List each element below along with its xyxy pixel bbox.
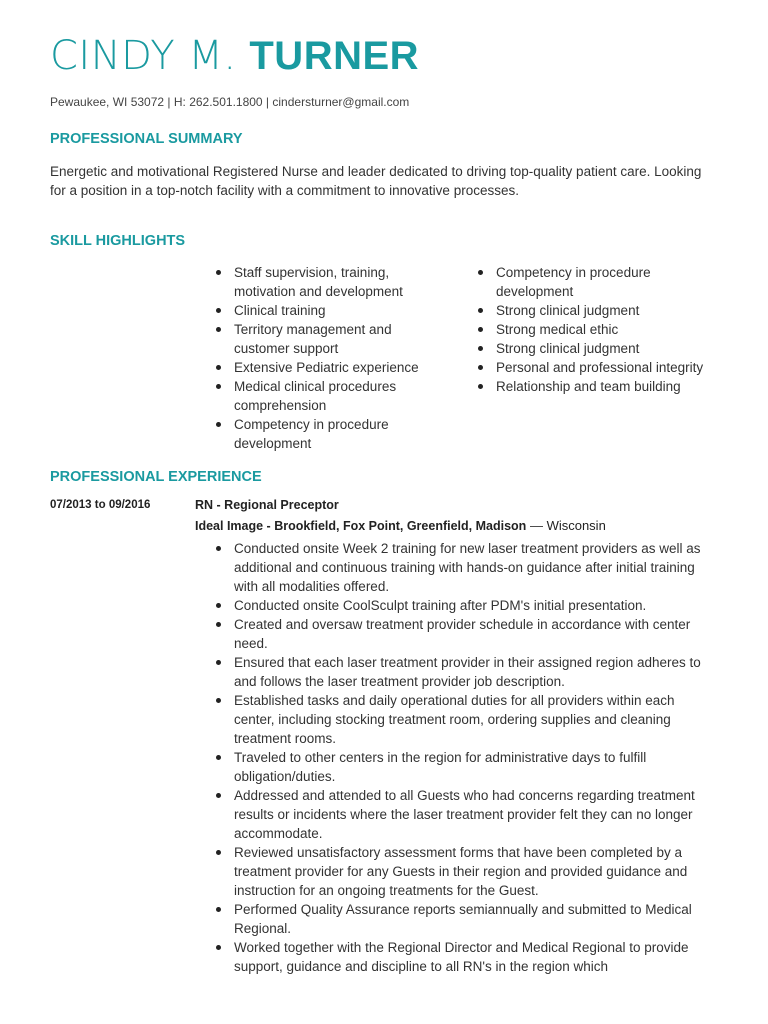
skill-item: Relationship and team building xyxy=(476,377,716,396)
skill-item: Strong clinical judgment xyxy=(476,301,716,320)
duty-item: Addressed and attended to all Guests who had concerns regarding treatment results or incidents where the laser treatment provider felt they can no longer accommodate. xyxy=(214,786,714,843)
skills-column-2 xyxy=(476,263,716,396)
job-title: RN - Regional Preceptor xyxy=(195,498,339,512)
duty-item: Performed Quality Assurance reports semiannually and submitted to Medical Regional. xyxy=(214,900,714,938)
skill-item: Territory management and customer support xyxy=(214,320,444,358)
duty-item: Ensured that each laser treatment provider in their assigned region adheres to and follows the laser treatment provider job description. xyxy=(214,653,714,691)
skill-item: Extensive Pediatric experience xyxy=(214,358,444,377)
skill-item: Competency in procedure development xyxy=(214,415,444,453)
duty-item: Conducted onsite Week 2 training for new laser treatment providers as well as additional and continuous training with hands-on guidance after initial training with all modalities offered. xyxy=(214,539,714,596)
job-location: Wisconsin xyxy=(546,518,606,533)
duty-item: Traveled to other centers in the region for administrative days to fulfill obligation/duties. xyxy=(214,748,714,786)
job-dates: 07/2013 to 09/2016 xyxy=(50,499,151,511)
duty-item: Conducted onsite CoolSculpt training after PDM's initial presentation. xyxy=(214,596,714,615)
contact-info: Pewaukee, WI 53072 | H: 262.501.1800 | cindersturner@gmail.com xyxy=(50,95,410,109)
experience-heading: PROFESSIONAL EXPERIENCE xyxy=(50,469,262,485)
first-name: CINDY M. xyxy=(50,33,237,79)
skill-item: Medical clinical procedures comprehension xyxy=(214,377,444,415)
skills-heading: SKILL HIGHLIGHTS xyxy=(50,233,186,249)
summary-heading: PROFESSIONAL SUMMARY xyxy=(50,131,243,147)
skill-item: Staff supervision, training, motivation and development xyxy=(214,263,444,301)
skill-item: Clinical training xyxy=(214,301,444,320)
job-duties xyxy=(214,539,714,976)
skill-item: Personal and professional integrity xyxy=(476,358,716,377)
summary-text: Energetic and motivational Registered Nurse and leader dedicated to driving top-quality patient care. Looking for a position in a top-notch facility with a commitment to innovative processes. xyxy=(50,164,702,198)
candidate-name xyxy=(50,30,419,80)
duty-item: Reviewed unsatisfactory assessment forms that have been completed by a treatment provider for any Guests in their region and provided guidance and instruction for an ongoing treatments for the Guest. xyxy=(214,843,714,900)
duty-item: Established tasks and daily operational duties for all providers within each center, including stocking treatment room, ordering supplies and cleaning treatment rooms. xyxy=(214,691,714,748)
duty-item: Worked together with the Regional Director and Medical Regional to provide support, guidance and discipline to all RN's in the region which xyxy=(214,938,714,976)
last-name: TURNER xyxy=(249,34,420,78)
separator: — xyxy=(529,518,543,533)
job-employer xyxy=(195,518,606,533)
duty-item: Created and oversaw treatment provider schedule in accordance with center need. xyxy=(214,615,714,653)
skill-item: Strong medical ethic xyxy=(476,320,716,339)
company-name: Ideal Image - Brookfield, Fox Point, Greenfield, Madison xyxy=(195,519,527,533)
skill-item: Competency in procedure development xyxy=(476,263,716,301)
skill-item: Strong clinical judgment xyxy=(476,339,716,358)
skills-column-1 xyxy=(214,263,444,453)
